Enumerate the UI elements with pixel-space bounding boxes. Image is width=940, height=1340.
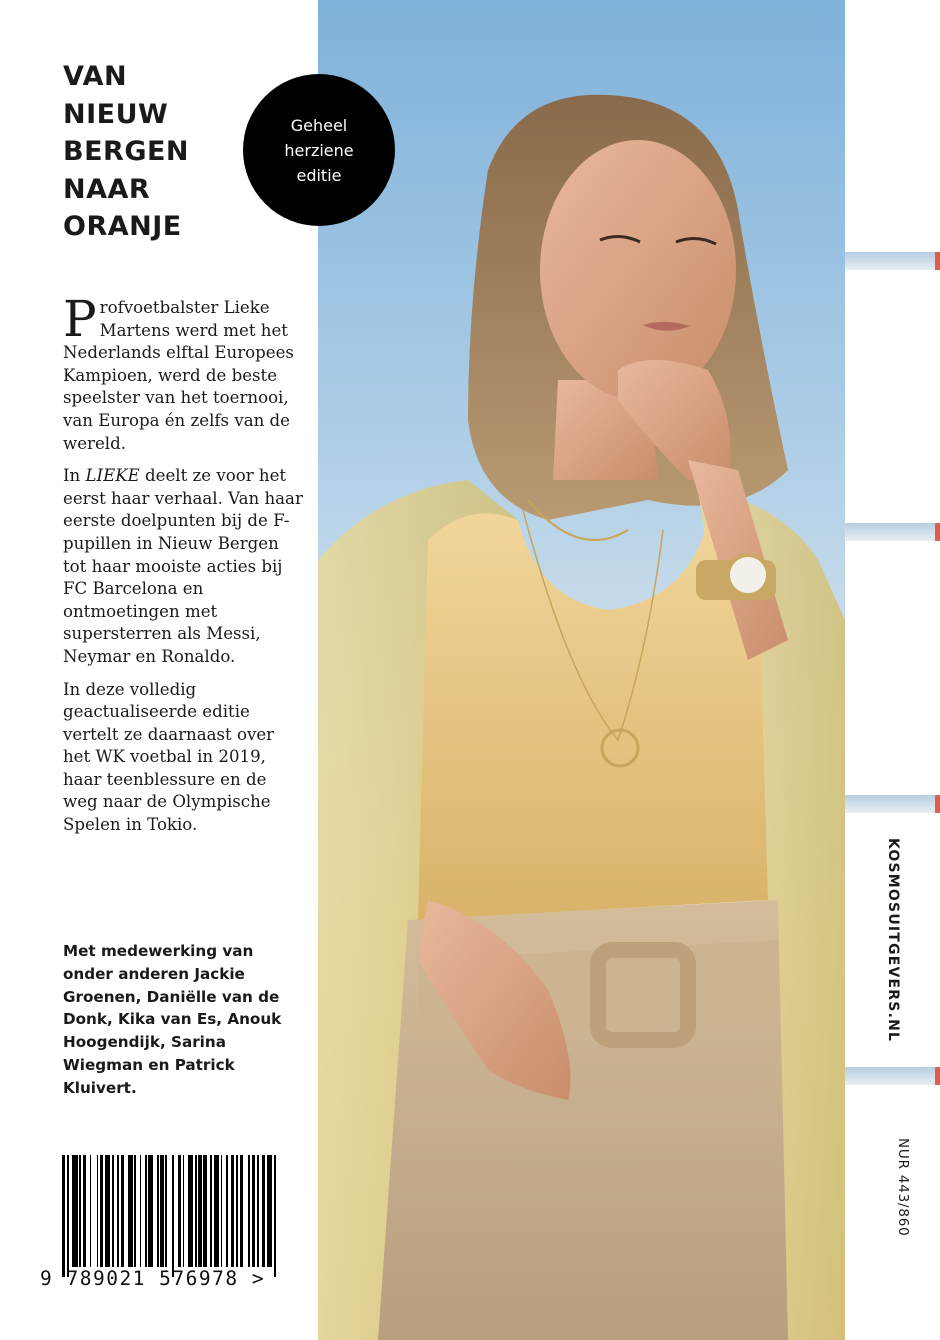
isbn-barcode — [40, 1155, 280, 1300]
spine-flap — [845, 0, 940, 1340]
nur-code: NUR 443/860 — [895, 1138, 911, 1237]
book-title-italic: LIEKE — [85, 466, 140, 486]
barcode-bars — [62, 1155, 280, 1267]
title-line: BERGEN — [63, 136, 190, 167]
badge-line: herziene — [284, 140, 354, 160]
title-line: NIEUW — [63, 98, 169, 130]
woman-portrait-illustration — [318, 0, 845, 1340]
blurb-text: deelt ze voor het eerst haar verhaal. Van haar eerste doelpunten bij de F-pupillen in Nieuw Bergen tot haar mooiste acties bij FC Barcelona en ontmoetingen met supersterren als Messi, Neymar en Ronaldo. — [63, 466, 303, 666]
blurb-text: rofvoetbalster Lieke Martens werd met het Nederlands elftal Europees Kampioen, werd de beste speelster van het toernooi, van Europa én zelfs van de wereld. — [63, 298, 294, 453]
blurb-paragraph-1 — [63, 290, 303, 455]
spine-stripe — [845, 252, 940, 270]
blurb-text: In — [63, 466, 86, 486]
spine-stripe — [845, 1067, 940, 1085]
spine-stripe — [845, 523, 940, 541]
cover-photo — [318, 0, 845, 1340]
revised-edition-badge — [243, 74, 395, 226]
blurb-paragraph-2 — [63, 465, 303, 668]
badge-line: Geheel — [290, 115, 348, 135]
isbn-digits: 9 789021 576978 > — [40, 1267, 266, 1290]
publisher-url: KOSMOSUITGEVERS.NL — [885, 838, 901, 1043]
badge-line: editie — [296, 165, 342, 185]
drop-cap: P — [63, 290, 97, 348]
title-line: NAAR — [63, 173, 151, 205]
book-blurb — [63, 290, 303, 847]
title-line: VAN — [63, 61, 128, 92]
blurb-paragraph-3: In deze volledig geactualiseerde editie vertelt ze daarnaast over het WK voetbal in 2019, haar teenblessure en de weg naar de Olympische Spelen in Tokio. — [63, 679, 275, 835]
contributors-credits: Met medewerking van onder anderen Jackie Groenen, Daniëlle van de Donk, Kika van Es, Anouk Hoogendijk, Sarina Wiegman en Patrick Kluivert. — [63, 942, 282, 1097]
title-line: ORANJE — [63, 211, 182, 242]
cover-title — [63, 58, 189, 246]
spine-stripe — [845, 795, 940, 813]
